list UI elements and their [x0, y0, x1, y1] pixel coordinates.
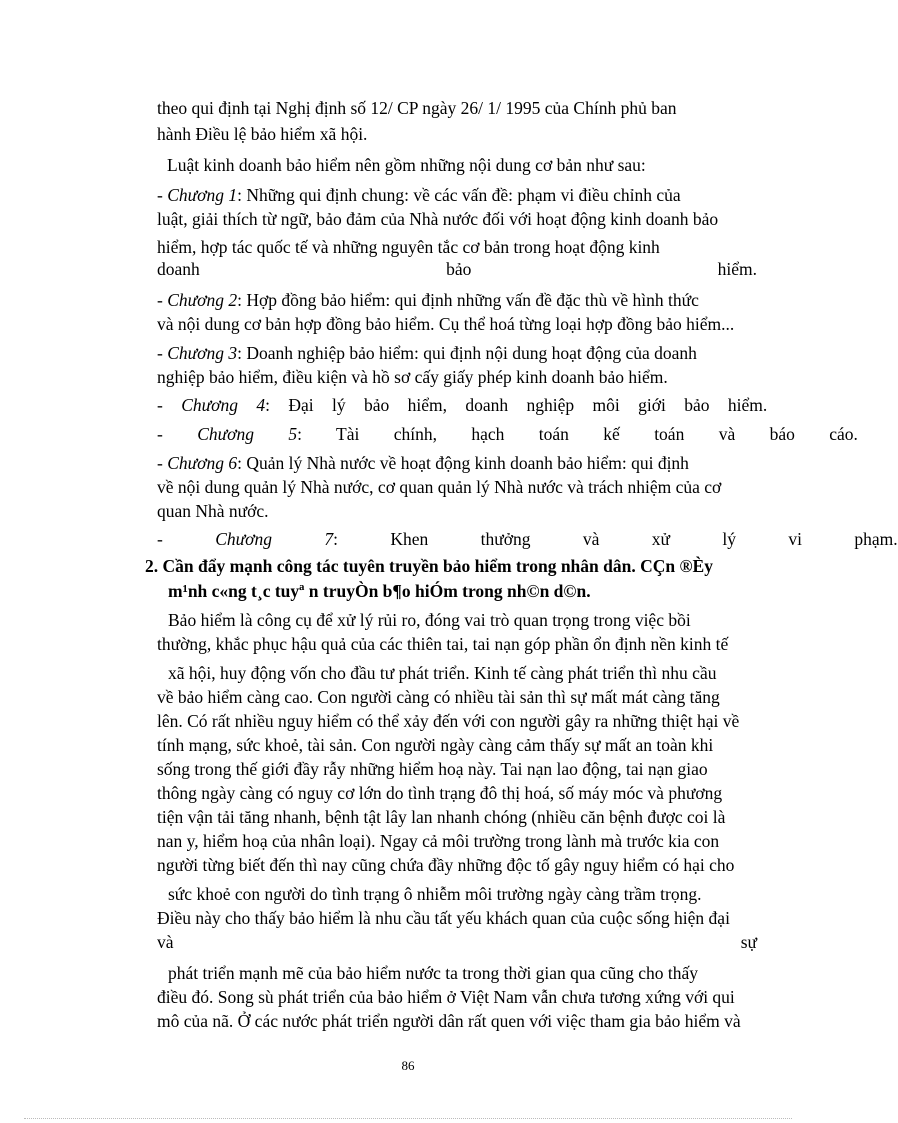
- text-line: hành Điều lệ bảo hiểm xã hội.: [157, 124, 368, 144]
- chapter-item: - Chương 6: Quản lý Nhà nước về hoạt động kinh doanh bảo hiểm: qui định: [157, 453, 689, 473]
- chapter-item: - Chương 4: Đại lý bảo hiểm, doanh nghiệp môi giới bảo hiểm.: [157, 395, 768, 415]
- text-line: theo qui định tại Nghị định số 12/ CP ngày 26/ 1/ 1995 của Chính phủ ban: [157, 98, 677, 118]
- text-line: nan y, hiểm hoạ của nhân loại). Ngay cả môi trường trong lành mà trước kia con: [157, 831, 720, 851]
- text-line: sống trong thế giới đầy rẫy những hiểm hoạ này. Tai nạn lao động, tai nạn giao: [157, 759, 708, 779]
- page-bottom-divider: [24, 1118, 792, 1119]
- chapter-item: - Chương 3: Doanh nghiệp bảo hiểm: qui định nội dung hoạt động của doanh: [157, 343, 697, 363]
- page-number: 86: [401, 1058, 415, 1073]
- section-heading: 2. Cần đẩy mạnh công tác tuyên truyền bảo hiểm trong nhân dân. CÇn ®Èy: [145, 556, 713, 576]
- section-heading-garbled: m¹nh c«ng t¸c tuyª n truyÒn b¶o hiÓm trong nh©n d©n.: [168, 581, 591, 601]
- text-line: về bảo hiểm càng cao. Con người càng có nhiều tài sản thì sự mất mát càng tăng: [157, 687, 720, 707]
- text-line: luật, giải thích từ ngữ, bảo đảm của Nhà nước đối với hoạt động kinh doanh bảo: [157, 209, 719, 229]
- text-line: về nội dung quản lý Nhà nước, cơ quan quản lý Nhà nước và trách nhiệm của cơ: [157, 477, 722, 497]
- text-line: thường, khắc phục hậu quả của các thiên tai, tai nạn góp phần ổn định nền kinh tế: [157, 634, 729, 654]
- text-line: sức khoẻ con người do tình trạng ô nhiễm môi trường ngày càng trầm trọng.: [168, 884, 702, 904]
- text-line: tiện vận tải tăng nhanh, bệnh tật lây lan nhanh chóng (nhiều căn bệnh được coi là: [157, 807, 726, 827]
- chapter-item: - Chương 2: Hợp đồng bảo hiểm: qui định những vấn đề đặc thù về hình thức: [157, 290, 699, 310]
- chapter-item: - Chương 7: Khen thưởng và xử lý vi phạm.: [157, 529, 898, 549]
- text-line: Bảo hiểm là công cụ để xử lý rủi ro, đóng vai trò quan trọng trong việc bồi: [168, 610, 691, 630]
- text-line: tính mạng, sức khoẻ, tài sản. Con người ngày càng cảm thấy sự mất an toàn khi: [157, 735, 714, 755]
- text-line: hiểm, hợp tác quốc tế và những nguyên tắc cơ bản trong hoạt động kinh: [157, 237, 660, 257]
- text-line-justified: và sự: [157, 932, 757, 952]
- text-line: nghiệp bảo hiểm, điều kiện và hồ sơ cấy giấy phép kinh doanh bảo hiểm.: [157, 367, 668, 387]
- text-line: Luật kinh doanh bảo hiểm nên gồm những nội dung cơ bản như sau:: [167, 155, 646, 175]
- text-line: lên. Có rất nhiều nguy hiểm có thể xảy đến với con người gây ra những thiệt hại về: [157, 711, 740, 731]
- text-line: Điều này cho thấy bảo hiểm là nhu cầu tất yếu khách quan của cuộc sống hiện đại: [157, 908, 730, 928]
- text-line: quan Nhà nước.: [157, 501, 269, 521]
- text-line: điều đó. Song sù phát triển của bảo hiểm ở Việt Nam vẫn chưa tương xứng với qui: [157, 987, 735, 1007]
- chapter-item: - Chương 5: Tài chính, hạch toán kế toán và báo cáo.: [157, 424, 858, 444]
- text-line: thông ngày càng có nguy cơ lớn do tình trạng đô thị hoá, số máy móc và phương: [157, 783, 723, 803]
- text-line-justified: doanh bảo hiểm.: [157, 259, 757, 279]
- text-line: mô của nã. Ở các nước phát triển người dân rất quen với việc tham gia bảo hiểm và: [157, 1011, 741, 1031]
- text-line: người từng biết đến thì nay cũng chứa đầy những độc tố gây nguy hiểm có hại cho: [157, 855, 735, 875]
- text-line: phát triển mạnh mẽ của bảo hiểm nước ta trong thời gian qua cũng cho thấy: [168, 963, 698, 983]
- text-line: xã hội, huy động vốn cho đầu tư phát triển. Kinh tế càng phát triển thì nhu cầu: [168, 663, 717, 683]
- chapter-item: - Chương 1: Những qui định chung: về các vấn đề: phạm vi điều chỉnh của: [157, 185, 681, 205]
- text-line: và nội dung cơ bản hợp đồng bảo hiểm. Cụ thể hoá từng loại hợp đồng bảo hiểm...: [157, 314, 735, 334]
